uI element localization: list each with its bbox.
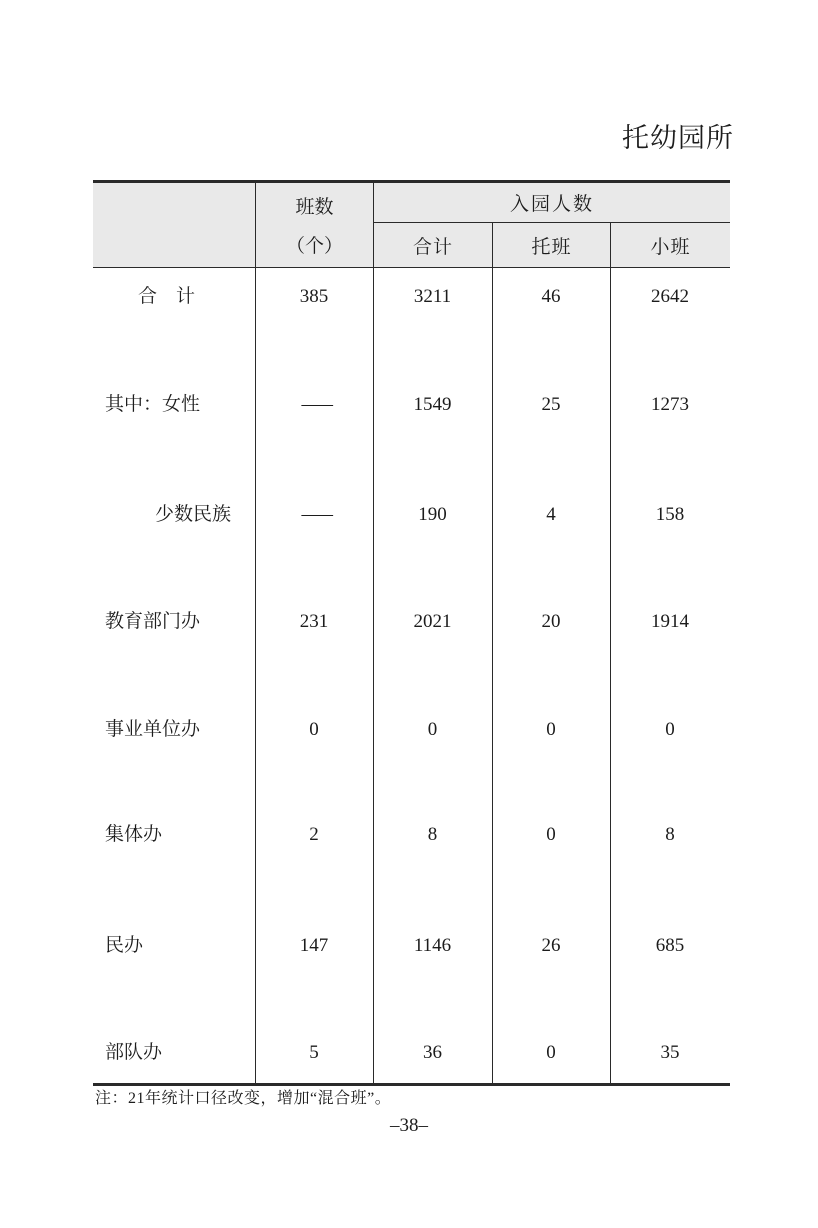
table-row: [93, 1040, 730, 1066]
cell-total: 1549: [413, 394, 452, 415]
table-row: [93, 717, 730, 743]
cell-small: 1273: [651, 394, 689, 415]
table-row: [93, 933, 730, 959]
cell-small: 0: [665, 719, 675, 740]
cell-total: 2021: [413, 611, 452, 632]
table-row: [93, 822, 730, 848]
cell-total: 1146: [413, 935, 452, 956]
header-subtotal: 合计: [412, 236, 453, 258]
cell-classes: 231: [299, 611, 329, 632]
cell-nursery: 0: [546, 824, 556, 845]
cell-total: 0: [427, 719, 438, 740]
page-title: 托幼园所: [622, 123, 734, 153]
table-row: [93, 392, 730, 418]
cell-total: 3211: [413, 286, 452, 307]
header-blank-cell: [93, 183, 255, 267]
cell-total: 8: [427, 824, 438, 845]
header-small-class: 小班: [610, 223, 730, 267]
table-row: [93, 609, 730, 635]
column-divider: [610, 268, 611, 1083]
header-classes-label: 班数: [295, 197, 334, 218]
cell-small: 35: [660, 1042, 680, 1063]
cell-small: 685: [655, 935, 685, 956]
header-classes-cell: [255, 183, 373, 267]
row-label: 民办: [105, 935, 144, 956]
cell-nursery: 20: [541, 611, 561, 632]
cell-small: 2642: [651, 286, 689, 307]
cell-nursery: 25: [541, 394, 561, 415]
statistics-table: [93, 180, 730, 1086]
cell-nursery: 4: [546, 504, 556, 525]
table-row: [93, 284, 730, 310]
header-subrow: [374, 223, 730, 267]
row-label: 事业单位办: [105, 719, 201, 740]
cell-nursery: 26: [541, 935, 561, 956]
footnote: 注：21年统计口径改变，增加“混合班”。: [95, 1090, 392, 1107]
cell-total: 190: [418, 504, 447, 525]
cell-small: 8: [665, 824, 675, 845]
header-enrollment-label: 入园人数: [374, 183, 730, 223]
header-enrollment-group: [373, 183, 730, 267]
row-label: 其中：女性: [105, 394, 201, 415]
cell-total: 36: [423, 1042, 442, 1063]
table-row: [93, 502, 730, 528]
table-header: [93, 180, 730, 268]
row-label: 合 计: [138, 286, 196, 307]
table-body: [93, 268, 730, 1086]
row-label: 教育部门办: [105, 611, 201, 632]
column-divider: [255, 268, 256, 1083]
row-label: 少数民族: [155, 504, 232, 525]
cell-classes: 385: [299, 286, 329, 307]
row-label: 部队办: [105, 1042, 163, 1063]
cell-small: 158: [655, 504, 685, 525]
cell-classes: 5: [309, 1042, 319, 1063]
cell-classes: 147: [299, 935, 329, 956]
cell-classes: ——: [301, 504, 327, 525]
page-number: –38–: [390, 1115, 428, 1136]
cell-nursery: 0: [546, 1042, 556, 1063]
cell-nursery: 0: [546, 719, 556, 740]
header-classes-unit: （个）: [285, 236, 343, 257]
cell-classes: 0: [309, 719, 319, 740]
column-divider: [492, 268, 493, 1083]
header-nursery: 托班: [492, 223, 610, 267]
cell-classes: 2: [309, 824, 319, 845]
cell-classes: ——: [301, 394, 327, 415]
cell-small: 1914: [651, 611, 689, 632]
cell-nursery: 46: [541, 286, 561, 307]
row-label: 集体办: [105, 824, 163, 845]
column-divider: [373, 268, 374, 1083]
